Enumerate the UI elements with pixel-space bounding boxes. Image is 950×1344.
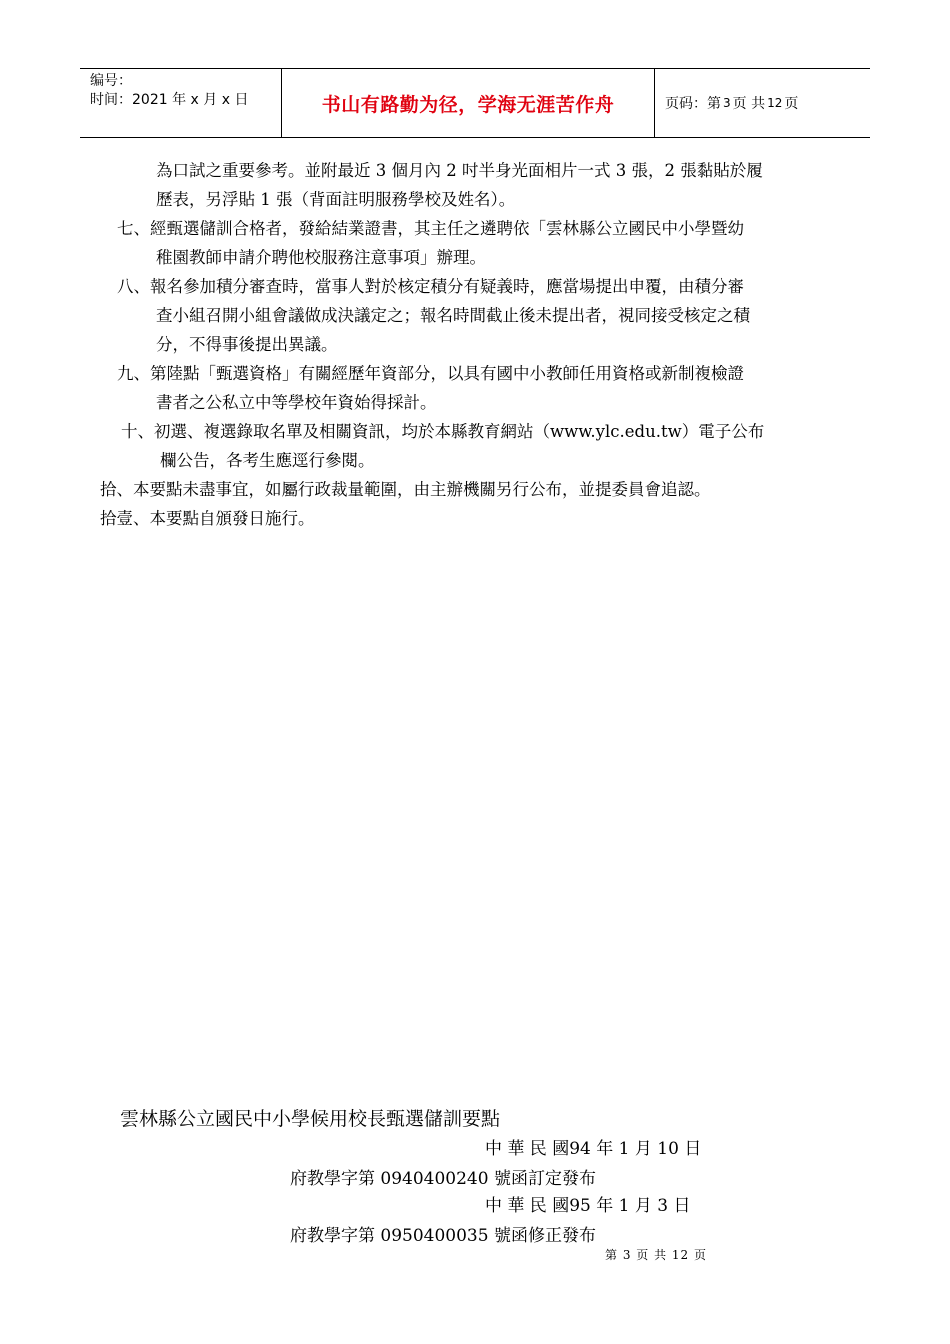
amendment-document: 府教學字第 0950400035 號函修正發布: [290, 1226, 596, 1246]
page-suffix: 页: [784, 96, 799, 112]
text-line: 拾、本要點未盡事宜，如屬行政裁量範圍，由主辦機關另行公布，並提委員會追認。: [100, 480, 711, 499]
text-line: 稚園教師申請介聘他校服務注意事項」辦理。: [156, 248, 486, 267]
item-seven: [0, 214, 950, 272]
text-line: 書者之公私立中等學校年資始得採計。: [156, 393, 437, 412]
regulation-title: 雲林縣公立國民中小學候用校長甄選儲訓要點: [120, 1108, 501, 1130]
page-mid: 页 共: [732, 96, 766, 112]
date-line: 时间：2021 年 x 月 x 日: [90, 92, 249, 108]
header-page-info: [655, 69, 870, 137]
item-eight: [0, 272, 950, 359]
text-line: 歷表，另浮貼 1 張（背面註明服務學校及姓名）。: [156, 190, 516, 209]
item-nine: [0, 359, 950, 417]
header-meta: [80, 69, 282, 137]
text-line: 查小組召開小組會議做成決議定之；報名時間截止後未提出者，視同接受核定之積: [156, 306, 750, 325]
continued-paragraph: [0, 156, 950, 214]
motto: 书山有路勤为径，学海无涯苦作舟: [282, 69, 655, 137]
text-line: 為口試之重要參考。並附最近 3 個月內 2 吋半身光面相片一式 3 張，2 張黏貼於履: [156, 161, 763, 180]
page-total: 12: [767, 96, 783, 110]
date-prefix: 中 華 民 國: [485, 1139, 570, 1159]
number-label: 编号：: [90, 73, 132, 89]
page-current: 3: [723, 96, 731, 110]
text-line: 七、經甄選儲訓合格者，發給結業證書，其主任之遴聘依「雲林縣公立國民中小學暨幼: [117, 219, 744, 238]
text-line: 八、報名參加積分審查時，當事人對於核定積分有疑義時，應當場提出申覆，由積分審: [117, 277, 744, 296]
item-ten: [0, 417, 950, 475]
date-value: 95 年 1 月 3 日: [569, 1196, 691, 1216]
page-number: 第 3 页 共 12 页: [605, 1248, 707, 1262]
text-line: 分，不得事後提出異議。: [156, 335, 338, 354]
date-prefix: 中 華 民 國: [485, 1196, 570, 1216]
page-prefix: 页码：第: [665, 96, 721, 112]
amendment-date: [485, 1191, 691, 1216]
date-value: 94 年 1 月 10 日: [569, 1139, 702, 1159]
document-header: [80, 68, 870, 138]
text-line: 拾壹、本要點自頒發日施行。: [100, 509, 315, 528]
item-shiyi: [0, 504, 950, 533]
item-shi: [0, 475, 950, 504]
document-body: [0, 156, 950, 533]
text-line: 欄公告，各考生應逕行參閱。: [160, 451, 375, 470]
text-line: 九、第陸點「甄選資格」有關經歷年資部分，以具有國中小教師任用資格或新制複檢證: [117, 364, 744, 383]
text-line: 十、初選、複選錄取名單及相關資訊，均於本縣教育網站（www.ylc.edu.tw）電子公布: [121, 422, 765, 441]
enactment-document: 府教學字第 0940400240 號函訂定發布: [290, 1169, 596, 1189]
enactment-date: [485, 1134, 701, 1159]
